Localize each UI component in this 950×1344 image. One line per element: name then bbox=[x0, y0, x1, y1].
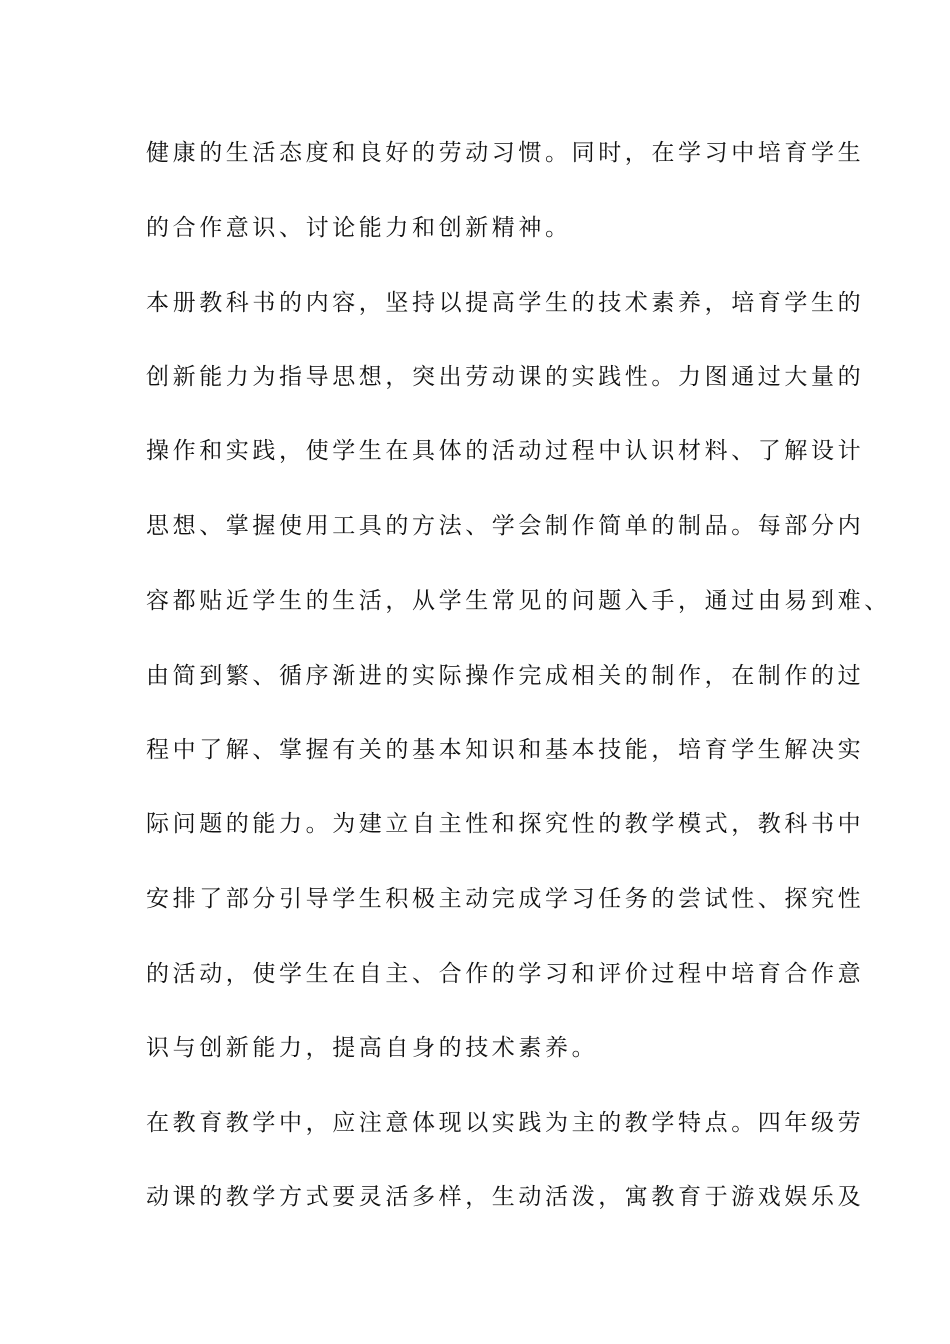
text-line: 程中了解、掌握有关的基本知识和基本技能，培育学生解决实 bbox=[146, 737, 865, 763]
text-line: 际问题的能力。为建立自主性和探究性的教学模式，教科书中 bbox=[146, 811, 865, 837]
text-line: 在教育教学中，应注意体现以实践为主的教学特点。四年级劳 bbox=[146, 1110, 865, 1136]
text-line: 的合作意识、讨论能力和创新精神。 bbox=[146, 215, 572, 241]
text-line: 的活动，使学生在自主、合作的学习和评价过程中培育合作意 bbox=[146, 961, 865, 987]
text-line: 创新能力为指导思想，突出劳动课的实践性。力图通过大量的 bbox=[146, 364, 865, 390]
text-line: 健康的生活态度和良好的劳动习惯。同时，在学习中培育学生 bbox=[146, 140, 865, 166]
text-line: 操作和实践，使学生在具体的活动过程中认识材料、了解设计 bbox=[146, 438, 865, 464]
text-line: 思想、掌握使用工具的方法、学会制作简单的制品。每部分内 bbox=[146, 513, 865, 539]
text-line: 安排了部分引导学生积极主动完成学习任务的尝试性、探究性 bbox=[146, 886, 865, 912]
text-line: 容都贴近学生的生活，从学生常见的问题入手，通过由易到难、 bbox=[146, 588, 891, 614]
text-line: 由简到繁、循序渐进的实际操作完成相关的制作，在制作的过 bbox=[146, 663, 865, 689]
text-line: 本册教科书的内容，坚持以提高学生的技术素养，培育学生的 bbox=[146, 290, 865, 316]
text-line: 动课的教学方式要灵活多样，生动活泼，寓教育于游戏娱乐及 bbox=[146, 1184, 865, 1210]
text-line: 识与创新能力，提高自身的技术素养。 bbox=[146, 1035, 599, 1061]
